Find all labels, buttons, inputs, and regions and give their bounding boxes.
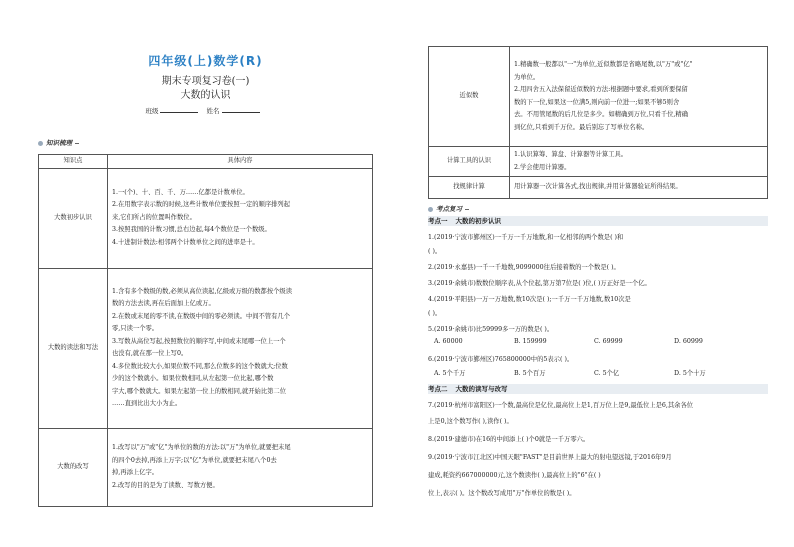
table-header-topic: 知识点 — [39, 155, 108, 169]
review-section-tag: 考点复习 — [428, 204, 469, 213]
question: 4.(2019·平阳县)一万一万地数,数10次是( );一千万一千万地数,数10次是 — [428, 296, 631, 303]
class-label: 班级 — [145, 107, 159, 115]
part2-header: 考点二 大数的读写与改写 — [428, 384, 768, 394]
question: 1.(2019·宁波市鄞州区)一千万一千万地数,和一亿相邻的两个数是( )和 — [428, 234, 624, 241]
question: 8.(2019·建德市)在16的中间添上( )个0就是一千万零六。 — [428, 436, 590, 443]
question: ( )。 — [428, 310, 442, 317]
name-blank[interactable] — [222, 106, 260, 113]
grade-title: 四年级(上)数学(R) — [148, 54, 263, 68]
topic-title: 大数的认识 — [180, 90, 231, 101]
question: ( )。 — [428, 248, 442, 255]
question: 2.(2019·永嘉县)一千一千地数,9099000往后接着数的一个数是( )。 — [428, 264, 620, 271]
question: 位上,表示( )。这个数改写成用"万"作单位的数是( )。 — [428, 490, 576, 497]
section-dot-icon — [428, 207, 433, 212]
question: 7.(2019·杭州市富阳区)一个数,最高位是亿位,最高位上是1,百万位上是9,最低位上是6,其余各位 — [428, 402, 694, 409]
question: 3.(2019·余姚市)数数位顺序表,从个位起,第万第7位是( )位,( )万正好是一个亿。 — [428, 280, 651, 287]
question: 9.(2019·宁波市江北区)中国天眼"FAST"是目前世界上最大的射电望远镜,于2016年9月 — [428, 454, 672, 461]
table-row: 计算工具的认识 1.认识算筹、算盘、计算器等计算工具。 2.学会使用计算器。 — [429, 147, 768, 177]
table-row: 大数的读法和写法 1.含有多个数级的数,必须从高位读起,亿级或万级的数都按个级读 数的方法去读,再在后面加上亿或万。 2.在数或末尾的零不读,在数级中间的零必须读。中间不管有几个 零,只读一个零。 3.写数从高位写起,按照数位的顺序写,中间或末尾哪一位上一个 也没有,就在那一位上写0。 4.多位数比较大小,如果位数不同,那么位数多的这个数就大;位数 少的这个数就小。如果位数相同,从左起第一位比起,哪个数 字大,哪个数就大。如果左起第一位上的数相同,就开始比第二位 ……直到比出大小为止。 — [39, 268, 373, 428]
name-label: 姓名 — [206, 107, 220, 115]
table-row: 找规律计算 用计算器一次计算各式,找出规律,并用计算器验证所得结果。 — [429, 177, 768, 199]
section-dot-icon — [38, 141, 43, 146]
class-blank[interactable] — [160, 106, 198, 113]
options-q6: A. 5个千万 B. 5个百万 C. 5个亿 D. 5个十万 — [434, 370, 706, 377]
table-header-content: 具体内容 — [108, 155, 373, 169]
question: 建成,耗资约667000000元,这个数读作( ),最高位上的"6"在( ) — [428, 472, 601, 479]
part1-header: 考点一 大数的初步认识 — [428, 216, 768, 226]
knowledge-section-tag: 知识梳理 — [38, 138, 79, 147]
options-q5: A. 60000 B. 159999 C. 69999 D. 60999 — [434, 338, 703, 345]
name-row — [38, 106, 373, 115]
review-title: 期末专项复习卷(一) — [161, 76, 250, 87]
question: 上是0,这个数写作( ),读作( )。 — [428, 418, 513, 425]
knowledge-table-continued — [428, 46, 768, 199]
table-row: 大数的改写 1.改写以"万"或"亿"为单位的数的方法:以"万"为单位,就要把末尾 的四个0去掉,再添上万字;以"亿"为单位,就要把末尾八个0去 掉,再添上亿字。 2.改写的目的是为了读数、写数方便。 — [39, 428, 373, 506]
question: 5.(2019·余姚市)比59999多一万的数是( )。 — [428, 326, 554, 333]
question: 6.(2019·宁波市鄞州区)765800000中的5表示( )。 — [428, 356, 574, 363]
table-row: 近似数 1.精确数一般都以"一"为单位,近似数都是省略尾数,以"万"或"亿" 为单位。 2.用四舍五入法保留近似数的方法:根据题中要求,看到所要保留 数的下一位,如果这一位满5,则向前一位进一;如果不够5则舍 去。不用管尾数的后几位是多少。如精确到万位,只看千位,精确 到亿位,只看到千万位。最后别忘了写单位名称。 — [429, 47, 768, 147]
table-row: 大数初步认识 1.一(个)、十、百、千、万……亿都是计数单位。 2.在用数字表示数的时候,这些计数单位要按照一定的顺序排列起 来,它们所占的位置叫作数位。 3.按照我国的计数习惯,总右边起,每4个数位是一个数级。 4.十进制计数法:相邻两个计数单位之间的进率是十。 — [39, 168, 373, 268]
knowledge-table — [38, 154, 373, 507]
